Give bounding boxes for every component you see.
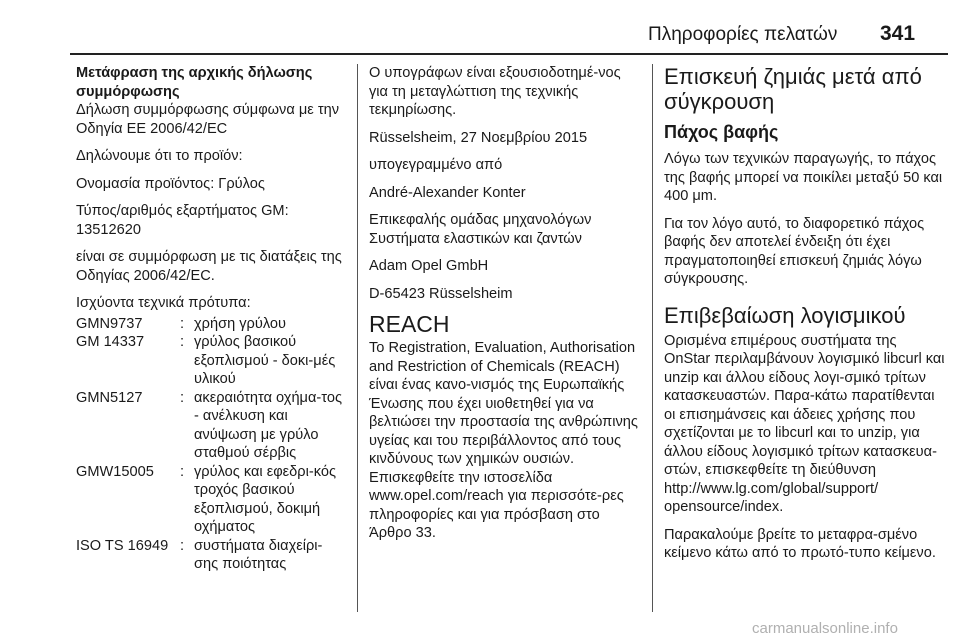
standard-code: GMW15005 (76, 463, 154, 480)
column-divider-2 (652, 64, 653, 612)
table-row (76, 315, 346, 334)
standard-colon: : (180, 537, 185, 554)
standard-code: GMN9737 (76, 315, 143, 332)
header-title: Πληροφορίες πελατών (648, 24, 838, 45)
declaration-p3: Ονομασία προϊόντος: Γρύλος (76, 175, 265, 192)
standard-description: συστήματα διαχείρι-σης ποιότητας (194, 537, 323, 572)
standard-colon: : (180, 334, 185, 350)
signatory-p1: Ο υπογράφων είναι εξουσιοδοτημέ-νος για τη μεταγλώττιση της τεχνικής τεκμηρίωσης. (369, 65, 621, 118)
standard-description: γρύλος βασικού εξοπλισμού - δοκι-μές υλικού (194, 334, 336, 387)
reach-text: Το Registration, Evaluation, Authorisation and Restriction of Chemicals (REACH) είναι ένας κανο-νισμός της Ευρωπαϊκής Ένωσης που έχει υιοθετηθεί για να βελτιώσει την προστασία της ανθρώπινης υγείας και του περιβάλλοντος από τους κινδύνους των χημικών ουσιών. Επισκεφθείτε την ιστοσελίδα www.opel.com/reach για περισσότε-ρες πληροφορίες και για πρόσβαση στο Άρθρο 33. (369, 340, 638, 541)
declaration-subhead: Μετάφραση της αρχικής δήλωσης συμμόρφωσης (76, 65, 313, 100)
watermark: carmanualsonline.info (752, 620, 898, 637)
table-row (76, 463, 346, 537)
standards-table (76, 315, 346, 574)
table-row (76, 537, 346, 574)
software-ack-heading: Επιβεβαίωση λογισμικού (664, 302, 906, 328)
standard-colon: : (180, 315, 185, 332)
paint-thickness-subhead: Πάχος βαφής (664, 122, 779, 142)
standard-description: χρήση γρύλου (194, 315, 287, 332)
signatory-p7: D-65423 Rüsselsheim (369, 285, 513, 302)
declaration-p5: είναι σε συμμόρφωση με τις διατάξεις της Οδηγίας 2006/42/EC. (76, 249, 342, 284)
column-2 (369, 64, 641, 552)
reach-heading: REACH (369, 311, 450, 337)
declaration-p4: Τύπος/αριθμός εξαρτήματος GM: 13512620 (76, 203, 289, 238)
software-p1: Ορισμένα επιμέρους συστήματα της OnStar περιλαμβάνουν λογισμικό libcurl και unzip και άλλου είδους λογι-σμικό τρίτων κατασκευαστών. Παρα-κάτω παρατίθενται οι επισημάνσεις και άδειες χρήσης που σχετίζονται με το libcurl και το unzip, για άλλου είδους λογισμικό τρίτων κατασκευα-στών, επισκεφθείτε τη διεύθυνση http://www.lg.com/global/support/ opensource/index. (664, 332, 945, 515)
declaration-p2: Δηλώνουμε ότι το προϊόν: (76, 148, 243, 164)
paint-p1: Λόγω των τεχνικών παραγωγής, το πάχος της βαφής μπορεί να ποικίλει μεταξύ 50 και 400 μm. (664, 151, 943, 204)
standard-code: GM 14337 (76, 334, 145, 350)
declaration-p6: Ισχύοντα τεχνικά πρότυπα: (76, 295, 251, 311)
collision-repair-heading: Επισκευή ζημιάς μετά από σύγκρουση (664, 64, 922, 114)
header-rule (70, 53, 948, 55)
standard-colon: : (180, 463, 185, 480)
signatory-p5: Επικεφαλής ομάδας μηχανολόγων Συστήματα ελαστικών και ζαντών (369, 212, 592, 247)
standard-code: ISO TS 16949 (76, 537, 169, 554)
signatory-p3: υπογεγραμμένο από (369, 157, 503, 173)
standard-description: ακεραιότητα οχήμα-τος - ανέλκυση και ανύψωση με γρύλο σταθμού σέρβις (194, 389, 342, 461)
column-1 (76, 64, 346, 574)
column-divider-1 (357, 64, 358, 612)
table-row (76, 389, 346, 463)
standard-description: γρύλος και εφεδρι-κός τροχός βασικού εξοπλισμού, δοκιμή οχήματος (194, 463, 336, 535)
standard-code: GMN5127 (76, 389, 143, 406)
declaration-p1: Δήλωση συμμόρφωσης σύμφωνα με την Οδηγία ΕΕ 2006/42/EC (76, 102, 339, 137)
column-3 (664, 64, 946, 572)
signatory-p4: André-Alexander Konter (369, 184, 526, 201)
page-header (0, 0, 960, 56)
page-number: 341 (880, 22, 916, 45)
signatory-p2: Rüsselsheim, 27 Νοεμβρίου 2015 (369, 129, 588, 146)
signatory-p6: Adam Opel GmbH (369, 258, 489, 274)
table-row (76, 333, 346, 389)
paint-p2: Για τον λόγο αυτό, το διαφορετικό πάχος βαφής δεν αποτελεί ένδειξη ότι έχει πραγματοποιηθεί επισκευή ζημιάς λόγω σύγκρουσης. (664, 215, 925, 287)
software-p2: Παρακαλούμε βρείτε το μεταφρα-σμένο κείμενο κάτω από το πρωτό-τυπο κείμενο. (664, 526, 936, 561)
standard-colon: : (180, 389, 185, 406)
